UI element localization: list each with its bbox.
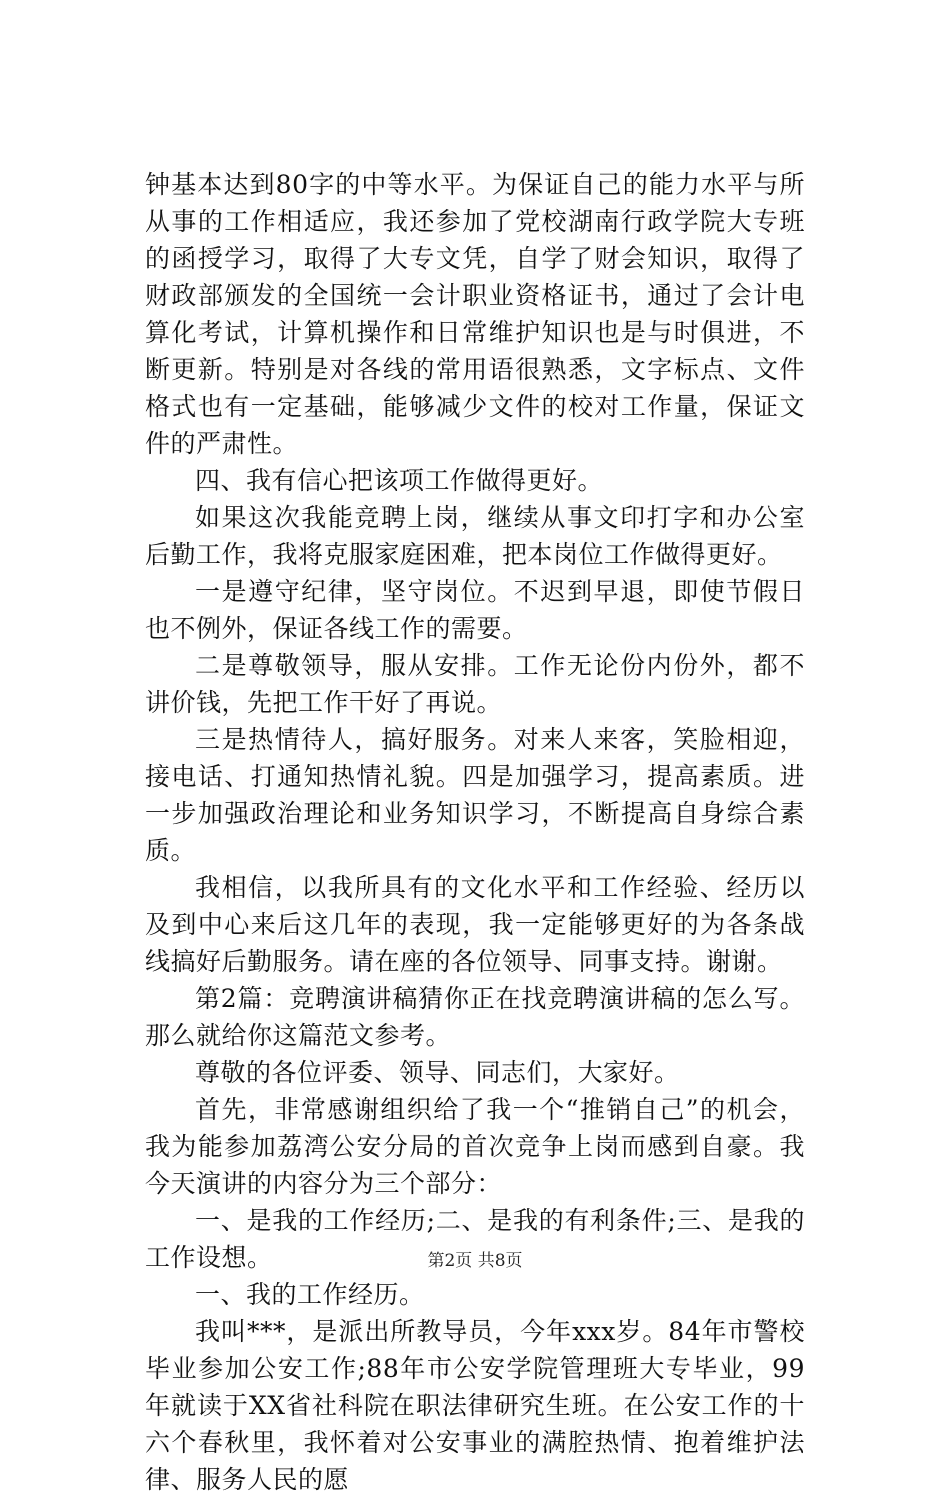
- document-body: [145, 166, 805, 1498]
- paragraph-5: 二是尊敬领导，服从安排。工作无论份内份外，都不讲价钱，先把工作干好了再说。: [145, 651, 805, 717]
- paragraph-8: 第2篇：竞聘演讲稿猜你正在找竞聘演讲稿的怎么写。那么就给你这篇范文参考。: [145, 984, 805, 1050]
- paragraph-1: 钟基本达到80字的中等水平。为保证自己的能力水平与所从事的工作相适应，我还参加了党校湖南行政学院大专班的函授学习，取得了大专文凭，自学了财会知识，取得了财政部颁发的全国统一会计职业资格证书，通过了会计电算化考试，计算机操作和日常维护知识也是与时俱进，不断更新。特别是对各线的常用语很熟悉，文字标点、文件格式也有一定基础，能够减少文件的校对工作量，保证文件的严肃性。: [145, 170, 805, 458]
- paragraph-4: 一是遵守纪律，坚守岗位。不迟到早退，即使节假日也不例外，保证各线工作的需要。: [145, 577, 805, 643]
- paragraph-3: 如果这次我能竞聘上岗，继续从事文印打字和办公室后勤工作，我将克服家庭困难，把本岗位工作做得更好。: [145, 503, 805, 569]
- page-footer: 第2页 共8页: [427, 1251, 523, 1271]
- paragraph-7: 我相信，以我所具有的文化水平和工作经验、经历以及到中心来后这几年的表现，我一定能够更好的为各条战线搞好后勤服务。请在座的各位领导、同事支持。谢谢。: [145, 873, 805, 976]
- paragraph-2: 四、我有信心把该项工作做得更好。: [195, 466, 604, 495]
- paragraph-13: 我叫***，是派出所教导员，今年xxx岁。84年市警校毕业参加公安工作;88年市公安学院管理班大专毕业，99年就读于XX省社科院在职法律研究生班。在公安工作的十六个春秋里，我怀着对公安事业的满腔热情、抱着维护法律、服务人民的愿: [145, 1317, 805, 1494]
- paragraph-6: 三是热情待人，搞好服务。对来人来客，笑脸相迎，接电话、打通知热情礼貌。四是加强学习，提高素质。进一步加强政治理论和业务知识学习，不断提高自身综合素质。: [145, 725, 805, 865]
- paragraph-10: 首先，非常感谢组织给了我一个“推销自己”的机会，我为能参加荔湾公安分局的首次竞争上岗而感到自豪。我今天演讲的内容分为三个部分：: [145, 1095, 805, 1198]
- paragraph-9: 尊敬的各位评委、领导、同志们，大家好。: [195, 1058, 680, 1087]
- paragraph-11: 一、是我的工作经历;二、是我的有利条件;三、是我的工作设想。: [145, 1206, 805, 1272]
- paragraph-12: 一、我的工作经历。: [195, 1280, 425, 1309]
